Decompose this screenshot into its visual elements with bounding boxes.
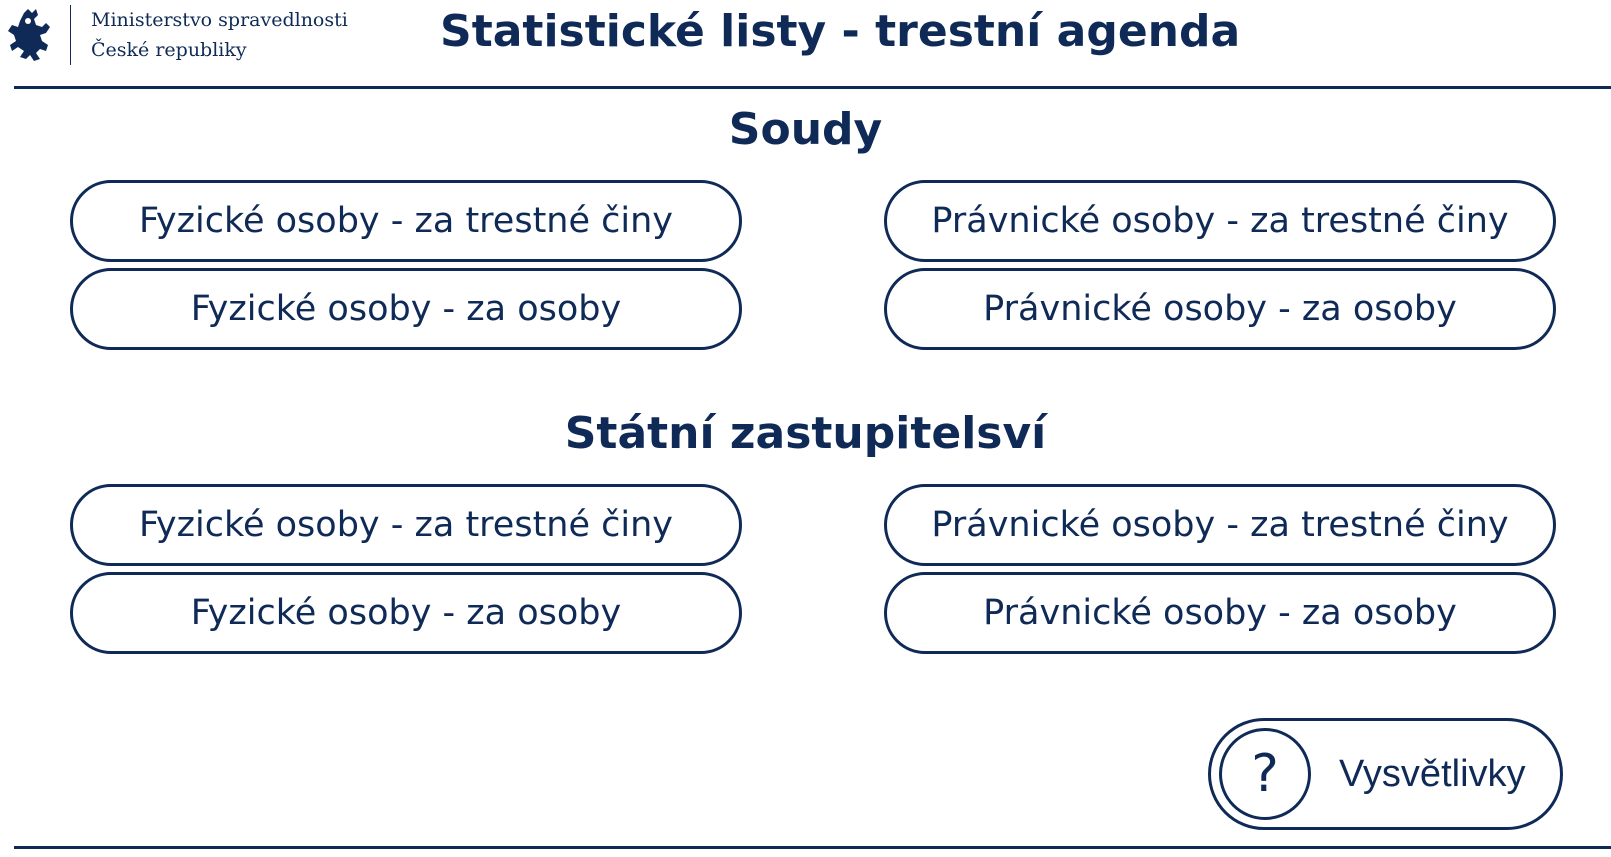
lion-emblem-icon — [6, 7, 56, 63]
section-title-soudy: Soudy — [728, 104, 883, 155]
prosecution-legal-persons-persons-button[interactable]: Právnické osoby - za osoby — [884, 572, 1556, 654]
header-divider — [14, 86, 1611, 89]
page-title: Statistické listy - trestní agenda — [440, 6, 1241, 57]
ministry-name — [91, 5, 348, 65]
courts-natural-persons-persons-button[interactable]: Fyzické osoby - za osoby — [70, 268, 742, 350]
explanations-button[interactable] — [1208, 718, 1563, 830]
footer-divider — [14, 846, 1611, 849]
prosecution-natural-persons-persons-button[interactable]: Fyzické osoby - za osoby — [70, 572, 742, 654]
ministry-logo — [6, 4, 348, 66]
question-mark-icon: ? — [1219, 728, 1311, 820]
explanations-label: Vysvětlivky — [1339, 752, 1526, 795]
ministry-name-line1: Ministerstvo spravedlnosti — [91, 9, 348, 31]
prosecution-natural-persons-crimes-button[interactable]: Fyzické osoby - za trestné činy — [70, 484, 742, 566]
ministry-name-line2: České republiky — [91, 39, 247, 61]
section-title-prosecution: Státní zastupitelsví — [564, 408, 1047, 459]
courts-legal-persons-persons-button[interactable]: Právnické osoby - za osoby — [884, 268, 1556, 350]
prosecution-legal-persons-crimes-button[interactable]: Právnické osoby - za trestné činy — [884, 484, 1556, 566]
courts-natural-persons-crimes-button[interactable]: Fyzické osoby - za trestné činy — [70, 180, 742, 262]
logo-divider — [70, 5, 71, 65]
courts-legal-persons-crimes-button[interactable]: Právnické osoby - za trestné činy — [884, 180, 1556, 262]
